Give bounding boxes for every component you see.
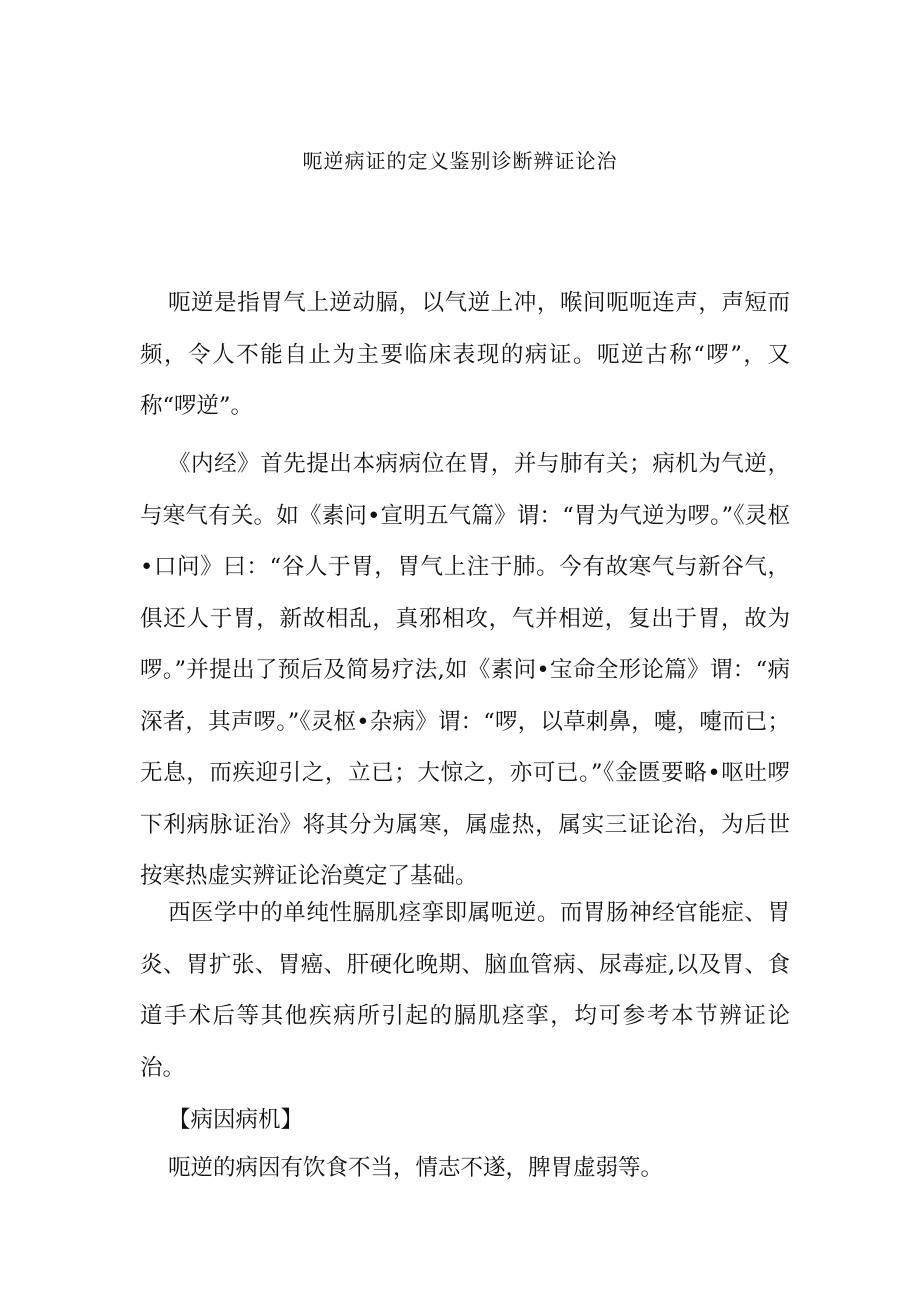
paragraph-definition: 呃逆是指胃气上逆动膈，以气逆上冲，喉间呃呃连声，声短而频，令人不能自止为主要临床表现的病证。呃逆古称“啰”，又称“啰逆”。 <box>140 290 790 419</box>
section-heading-etiology: 【病因病机】 <box>168 1107 304 1133</box>
paragraph-history: 《内经》首先提出本病病位在胃，并与肺有关；病机为气逆，与寒气有关。如《素问•宣明五气篇》谓：“胃为气逆为啰。”《灵枢•口问》曰：“谷人于胃，胃气上注于肺。今有故寒气与新谷气，俱还人于胃，新故相乱，真邪相攻，气并相逆，复出于胃，故为啰。”并提出了预后及简易疗法,如《素问•宝命全形论篇》谓：“病深者，其声啰。”《灵枢•杂病》谓：“啰，以草刺鼻，嚏，嚏而已；无息，而疾迎引之，立已；大惊之，亦可已。”《金匮要略•呕吐啰下利病脉证治》将其分为属寒，属虚热，属实三证论治，为后世按寒热虚实辨证论治奠定了基础。 <box>140 451 790 889</box>
page-title: 呃逆病证的定义鉴别诊断辨证论治 <box>302 149 618 173</box>
paragraph-etiology: 呃逆的病因有饮食不当，情志不遂，脾胃虚弱等。 <box>168 1155 664 1181</box>
paragraph-western-medicine: 西医学中的单纯性膈肌痉挛即属呃逆。而胃肠神经官能症、胃炎、胃扩张、胃癌、肝硬化晚期、脑血管病、尿毒症,以及胃、食道手术后等其他疾病所引起的膈肌痉挛，均可参考本节辨证论治。 <box>140 900 790 1081</box>
